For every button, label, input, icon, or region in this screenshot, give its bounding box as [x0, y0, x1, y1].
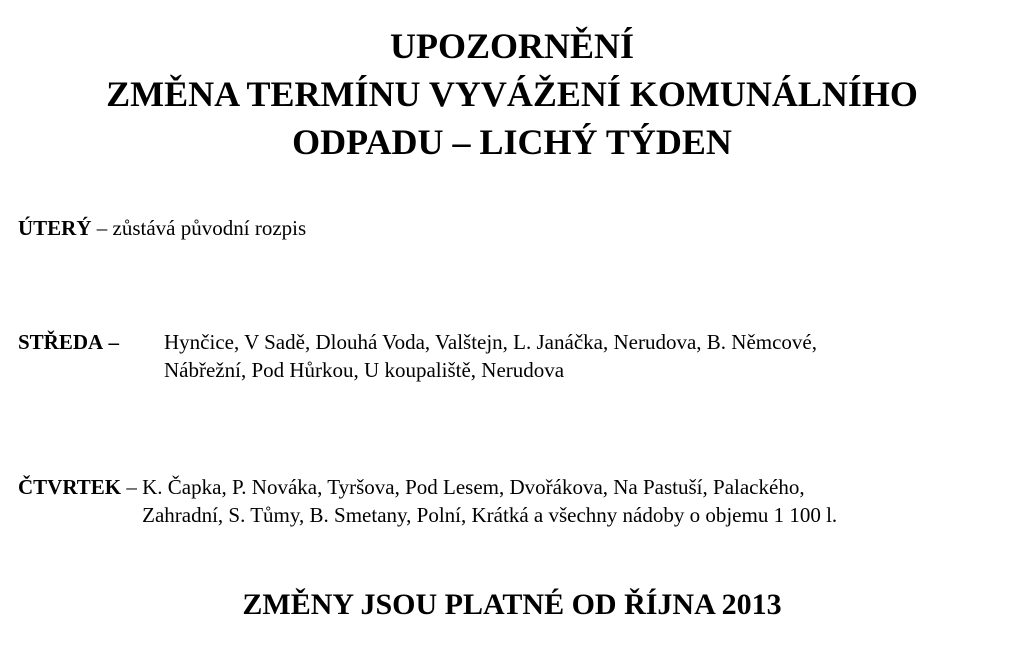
title-line-3: ODPADU – LICHÝ TÝDEN [292, 122, 732, 162]
separator-tuesday: – [96, 216, 108, 240]
thursday-streets [142, 473, 992, 529]
separator-thursday: – [126, 475, 137, 499]
thursday-line-2: Zahradní, S. Tůmy, B. Smetany, Polní, Krátká a všechny nádoby o objemu 1 100 l. [142, 503, 838, 527]
separator-wednesday: – [108, 330, 119, 354]
title-line-2: ZMĚNA TERMÍNU VYVÁŽENÍ KOMUNÁLNÍHO [106, 74, 918, 114]
day-label-thursday: ČTVRTEK [18, 475, 122, 499]
wednesday-line-2: Nábřežní, Pod Hůrkou, U koupaliště, Nerudova [164, 358, 565, 382]
day-label-tuesday: ÚTERÝ [18, 216, 92, 240]
day-label-wednesday: STŘEDA [18, 330, 104, 354]
validity-footer: ZMĚNY JSOU PLATNÉ OD ŘÍJNA 2013 [242, 588, 782, 621]
schedule-thursday [18, 473, 992, 529]
wednesday-streets [164, 328, 964, 384]
thursday-line-1: K. Čapka, P. Nováka, Tyršova, Pod Lesem, Dvořákova, Na Pastuší, Palackého, [142, 475, 805, 499]
schedule-tuesday [18, 214, 306, 242]
day-cell-wednesday [18, 328, 164, 356]
title-line-1: UPOZORNĚNÍ [389, 26, 635, 66]
wednesday-line-1: Hynčice, V Sadě, Dlouhá Voda, Valštejn, L. Janáčka, Nerudova, B. Němcové, [164, 330, 817, 354]
tuesday-text: zůstává původní rozpis [112, 216, 307, 240]
notice-title [0, 22, 1024, 166]
schedule-wednesday [18, 328, 964, 384]
day-cell-thursday [18, 473, 142, 501]
